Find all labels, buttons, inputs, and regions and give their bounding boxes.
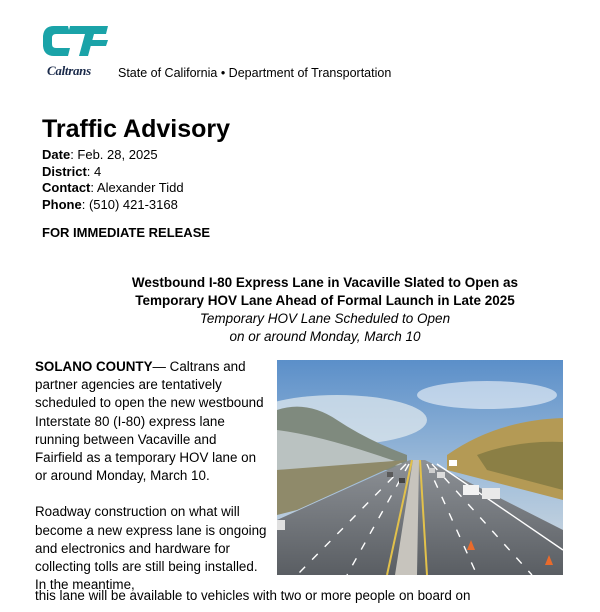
district-label: District xyxy=(42,163,87,179)
phone-row xyxy=(42,197,184,214)
subheadline-line-2: on or around Monday, March 10 xyxy=(229,329,421,344)
paragraph-1-text: — Caltrans and partner agencies are tentatively scheduled to open the new westbound Interstate 80 (I-80) express lane running between Vacaville and Fairfield as a temporary HOV lane on or around Monday, March 10. xyxy=(35,359,264,484)
paragraph-3: this lane will be available to vehicles with two or more people on board on xyxy=(35,588,471,603)
paragraph-2: Roadway construction on what will become a new express lane is ongoing and electronics and hardware for collecting tolls are still being installed. In the meantime, xyxy=(35,504,267,593)
headline xyxy=(60,274,590,346)
page-title: Traffic Advisory xyxy=(42,115,231,143)
phone-label: Phone xyxy=(42,196,82,212)
paragraph-1 xyxy=(35,358,267,485)
date-value: : Feb. 28, 2025 xyxy=(70,147,158,162)
contact-value: : Alexander Tidd xyxy=(90,180,184,195)
dateline: SOLANO COUNTY xyxy=(35,359,153,374)
contact-label: Contact xyxy=(42,180,91,195)
subheadline-line-1: Temporary HOV Lane Scheduled to Open xyxy=(199,311,451,326)
highway-photo xyxy=(277,360,563,575)
date-label: Date xyxy=(42,147,71,162)
body-text xyxy=(35,358,267,612)
date-row xyxy=(42,147,184,164)
district-value: : 4 xyxy=(86,163,102,179)
phone-value: : (510) 421-3168 xyxy=(81,196,178,212)
advisory-meta xyxy=(42,147,184,213)
agency-name: State of California • Department of Transportation xyxy=(118,66,392,80)
logo-wordmark: Caltrans xyxy=(47,63,91,78)
contact-row xyxy=(42,180,184,197)
district-row xyxy=(42,164,184,181)
headline-line-1: Westbound I-80 Express Lane in Vacaville Slated to Open as xyxy=(131,275,519,290)
headline-line-2: Temporary HOV Lane Ahead of Formal Launch in Late 2025 xyxy=(135,293,515,308)
release-notice: FOR IMMEDIATE RELEASE xyxy=(42,225,211,240)
